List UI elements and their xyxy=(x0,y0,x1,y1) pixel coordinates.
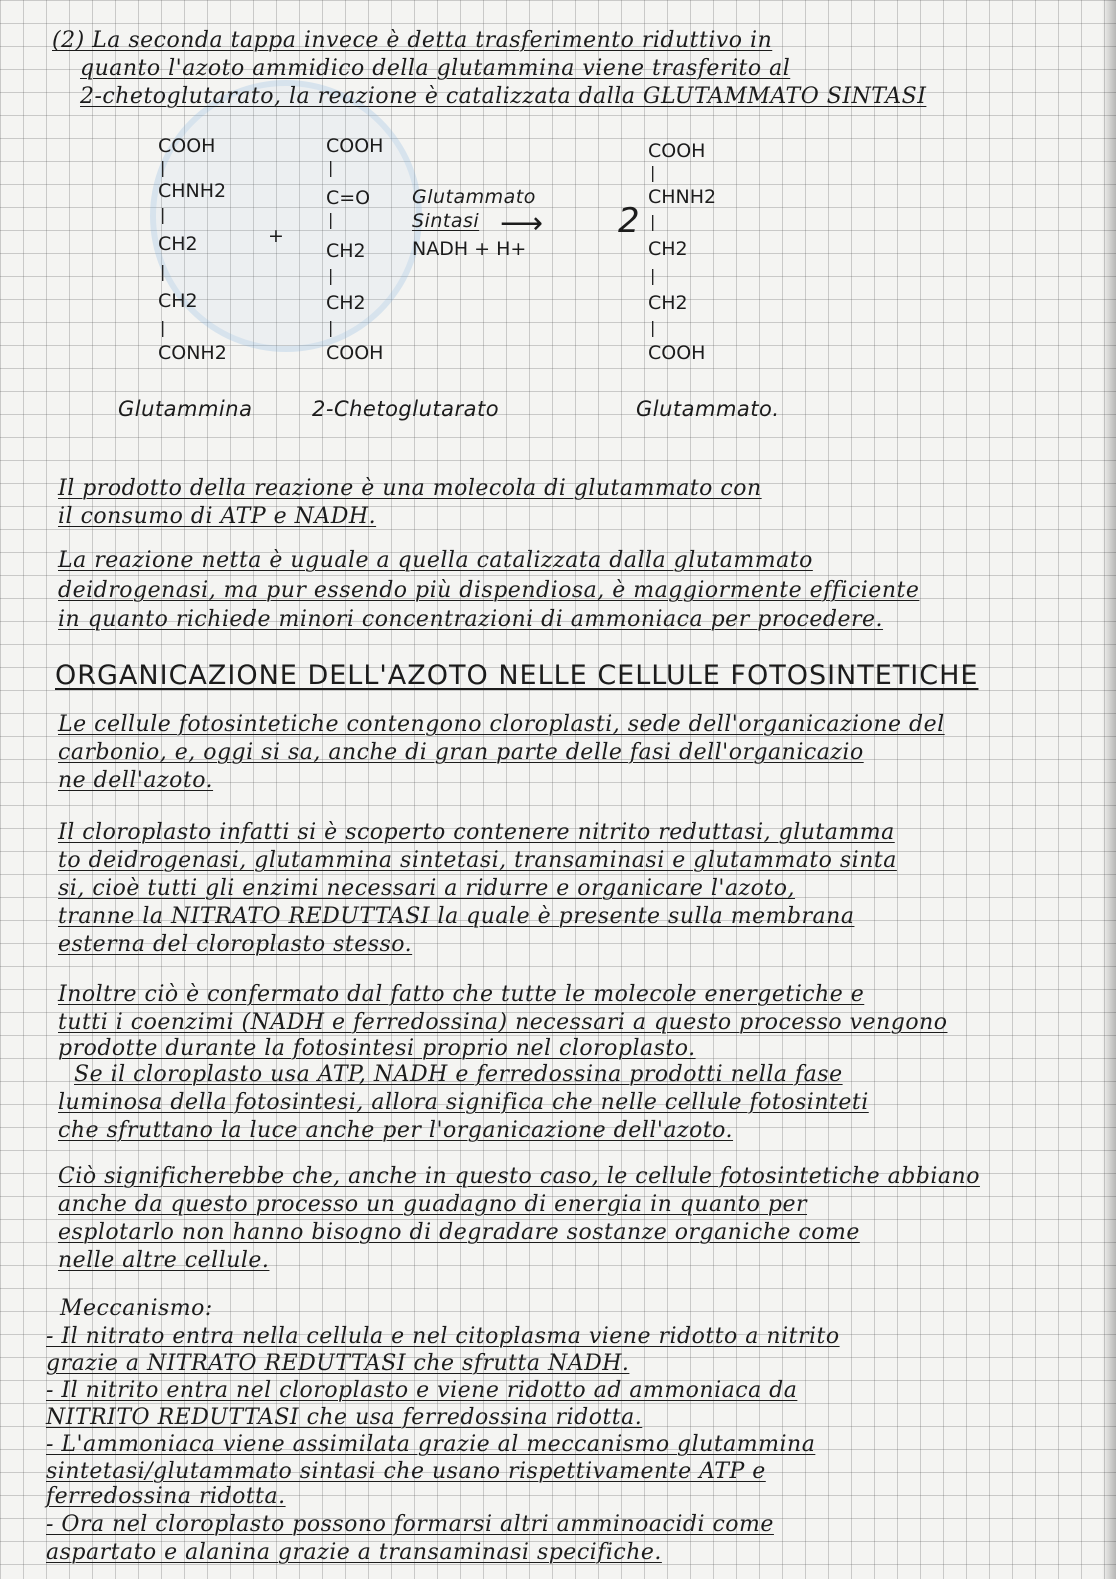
formula: CH2 xyxy=(648,238,688,260)
formula: CH2 xyxy=(648,292,688,314)
paragraph4-line-4: tranne la NITRATO REDUTTASI la quale è presente sulla membrana xyxy=(58,904,855,929)
formula: CH2 xyxy=(326,240,366,262)
paragraph6-line-1: Ciò significherebbe che, anche in questo caso, le cellule fotosintetiche abbiano xyxy=(58,1164,980,1189)
page-edge-shadow xyxy=(1102,0,1116,1579)
paragraph4-line-5: esterna del cloroplasto stesso. xyxy=(58,932,413,957)
bond: | xyxy=(650,163,656,182)
paragraph5-line-3: prodotte durante la fotosintesi proprio nel cloroplasto. xyxy=(58,1036,696,1061)
paragraph6-line-2: anche da questo processo un guadagno di energia in quanto per xyxy=(58,1192,808,1217)
paragraph3-line-3: ne dell'azoto. xyxy=(58,768,214,793)
mechanism-item: grazie a NITRATO REDUTTASI che sfrutta NADH. xyxy=(46,1351,630,1376)
mechanism-item: NITRITO REDUTTASI che usa ferredossina ridotta. xyxy=(46,1405,643,1430)
name-chetoglutarato: 2-Chetoglutarato xyxy=(312,397,500,421)
bond: | xyxy=(328,266,334,285)
bond: | xyxy=(328,210,334,229)
formula: COOH xyxy=(326,135,384,157)
formula: COOH xyxy=(158,135,216,157)
paragraph6-line-4: nelle altre cellule. xyxy=(58,1248,270,1273)
paragraph5-line-1: Inoltre ciò è confermato dal fatto che tutte le molecole energetiche e xyxy=(58,982,865,1007)
intro-line-1: (2) La seconda tappa invece è detta trasferimento riduttivo in xyxy=(52,28,773,53)
paragraph4-line-1: Il cloroplasto infatti si è scoperto contenere nitrito reduttasi, glutamma xyxy=(58,820,895,845)
paragraph5-line-6: che sfruttano la luce anche per l'organicazione dell'azoto. xyxy=(58,1118,734,1143)
intro-line-2: quanto l'azoto ammidico della glutammina viene trasferito al xyxy=(80,56,791,81)
paragraph1-line-1: Il prodotto della reazione è una molecola di glutammato con xyxy=(58,476,762,501)
intro-line-3: 2-chetoglutarato, la reazione è catalizzata dalla GLUTAMMATO SINTASI xyxy=(80,84,927,109)
paragraph3-line-2: carbonio, e, oggi si sa, anche di gran parte delle fasi dell'organicazio xyxy=(58,740,864,765)
formula: COOH xyxy=(648,140,706,162)
formula: CHNH2 xyxy=(648,186,717,208)
paragraph2-line-1: La reazione netta è uguale a quella catalizzata dalla glutammato xyxy=(58,548,813,573)
bond: | xyxy=(328,318,334,337)
bond: | xyxy=(328,158,334,177)
reaction-arrow: ⟶ xyxy=(500,206,544,241)
enzyme-label: Glutammato xyxy=(412,186,536,208)
paragraph2-line-3: in quanto richiede minori concentrazioni di ammoniaca per procedere. xyxy=(58,607,884,632)
mechanism-item: - Ora nel cloroplasto possono formarsi altri amminoacidi come xyxy=(46,1512,774,1537)
formula: CH2 xyxy=(326,292,366,314)
mechanism-item: - Il nitrito entra nel cloroplasto e viene ridotto ad ammoniaca da xyxy=(46,1378,798,1403)
formula: CONH2 xyxy=(158,342,227,364)
formula: CH2 xyxy=(158,233,198,255)
mechanism-item: ferredossina ridotta. xyxy=(46,1484,286,1509)
bond: | xyxy=(650,212,656,231)
paragraph3-line-1: Le cellule fotosintetiche contengono cloroplasti, sede dell'organicazione del xyxy=(58,712,945,737)
bond: | xyxy=(160,205,166,224)
cofactor-label: NADH + H+ xyxy=(412,238,527,260)
paragraph5-line-4: Se il cloroplasto usa ATP, NADH e ferredossina prodotti nella fase xyxy=(74,1062,843,1087)
bond: | xyxy=(650,266,656,285)
bond: | xyxy=(160,158,166,177)
enzyme-label-2: Sintasi xyxy=(412,210,480,232)
paragraph2-line-2: deidrogenasi, ma pur essendo più dispendiosa, è maggiormente efficiente xyxy=(58,578,920,603)
paragraph5-line-2: tutti i coenzimi (NADH e ferredossina) necessari a questo processo vengono xyxy=(58,1010,948,1035)
stoichiometric-coefficient: 2 xyxy=(618,201,641,241)
formula: COOH xyxy=(648,342,706,364)
mechanism-item: - Il nitrato entra nella cellula e nel citoplasma viene ridotto a nitrito xyxy=(46,1324,840,1349)
paragraph5-line-5: luminosa della fotosintesi, allora significa che nelle cellule fotosinteti xyxy=(58,1090,869,1115)
paragraph4-line-3: si, cioè tutti gli enzimi necessari a ridurre e organicare l'azoto, xyxy=(58,876,795,901)
name-glutammato: Glutammato. xyxy=(636,397,780,421)
mechanism-title: Meccanismo: xyxy=(60,1296,213,1321)
formula: C=O xyxy=(326,187,371,209)
section-title: ORGANICAZIONE DELL'AZOTO NELLE CELLULE FOTOSINTETICHE xyxy=(55,660,979,691)
plus-sign: + xyxy=(268,225,284,247)
formula: COOH xyxy=(326,342,384,364)
paragraph1-line-2: il consumo di ATP e NADH. xyxy=(58,504,377,529)
paragraph4-line-2: to deidrogenasi, glutammina sintetasi, transaminasi e glutammato sinta xyxy=(58,848,897,873)
bond: | xyxy=(650,318,656,337)
bond: | xyxy=(160,318,166,337)
mechanism-item: - L'ammoniaca viene assimilata grazie al meccanismo glutammina xyxy=(46,1432,816,1457)
name-glutammina: Glutammina xyxy=(118,397,253,421)
mechanism-item: sintetasi/glutammato sintasi che usano rispettivamente ATP e xyxy=(46,1459,766,1484)
formula: CH2 xyxy=(158,290,198,312)
formula: CHNH2 xyxy=(158,180,227,202)
paragraph6-line-3: esplotarlo non hanno bisogno di degradare sostanze organiche come xyxy=(58,1220,860,1245)
bond: | xyxy=(160,262,166,281)
mechanism-item: aspartato e alanina grazie a transaminasi specifiche. xyxy=(46,1540,662,1565)
